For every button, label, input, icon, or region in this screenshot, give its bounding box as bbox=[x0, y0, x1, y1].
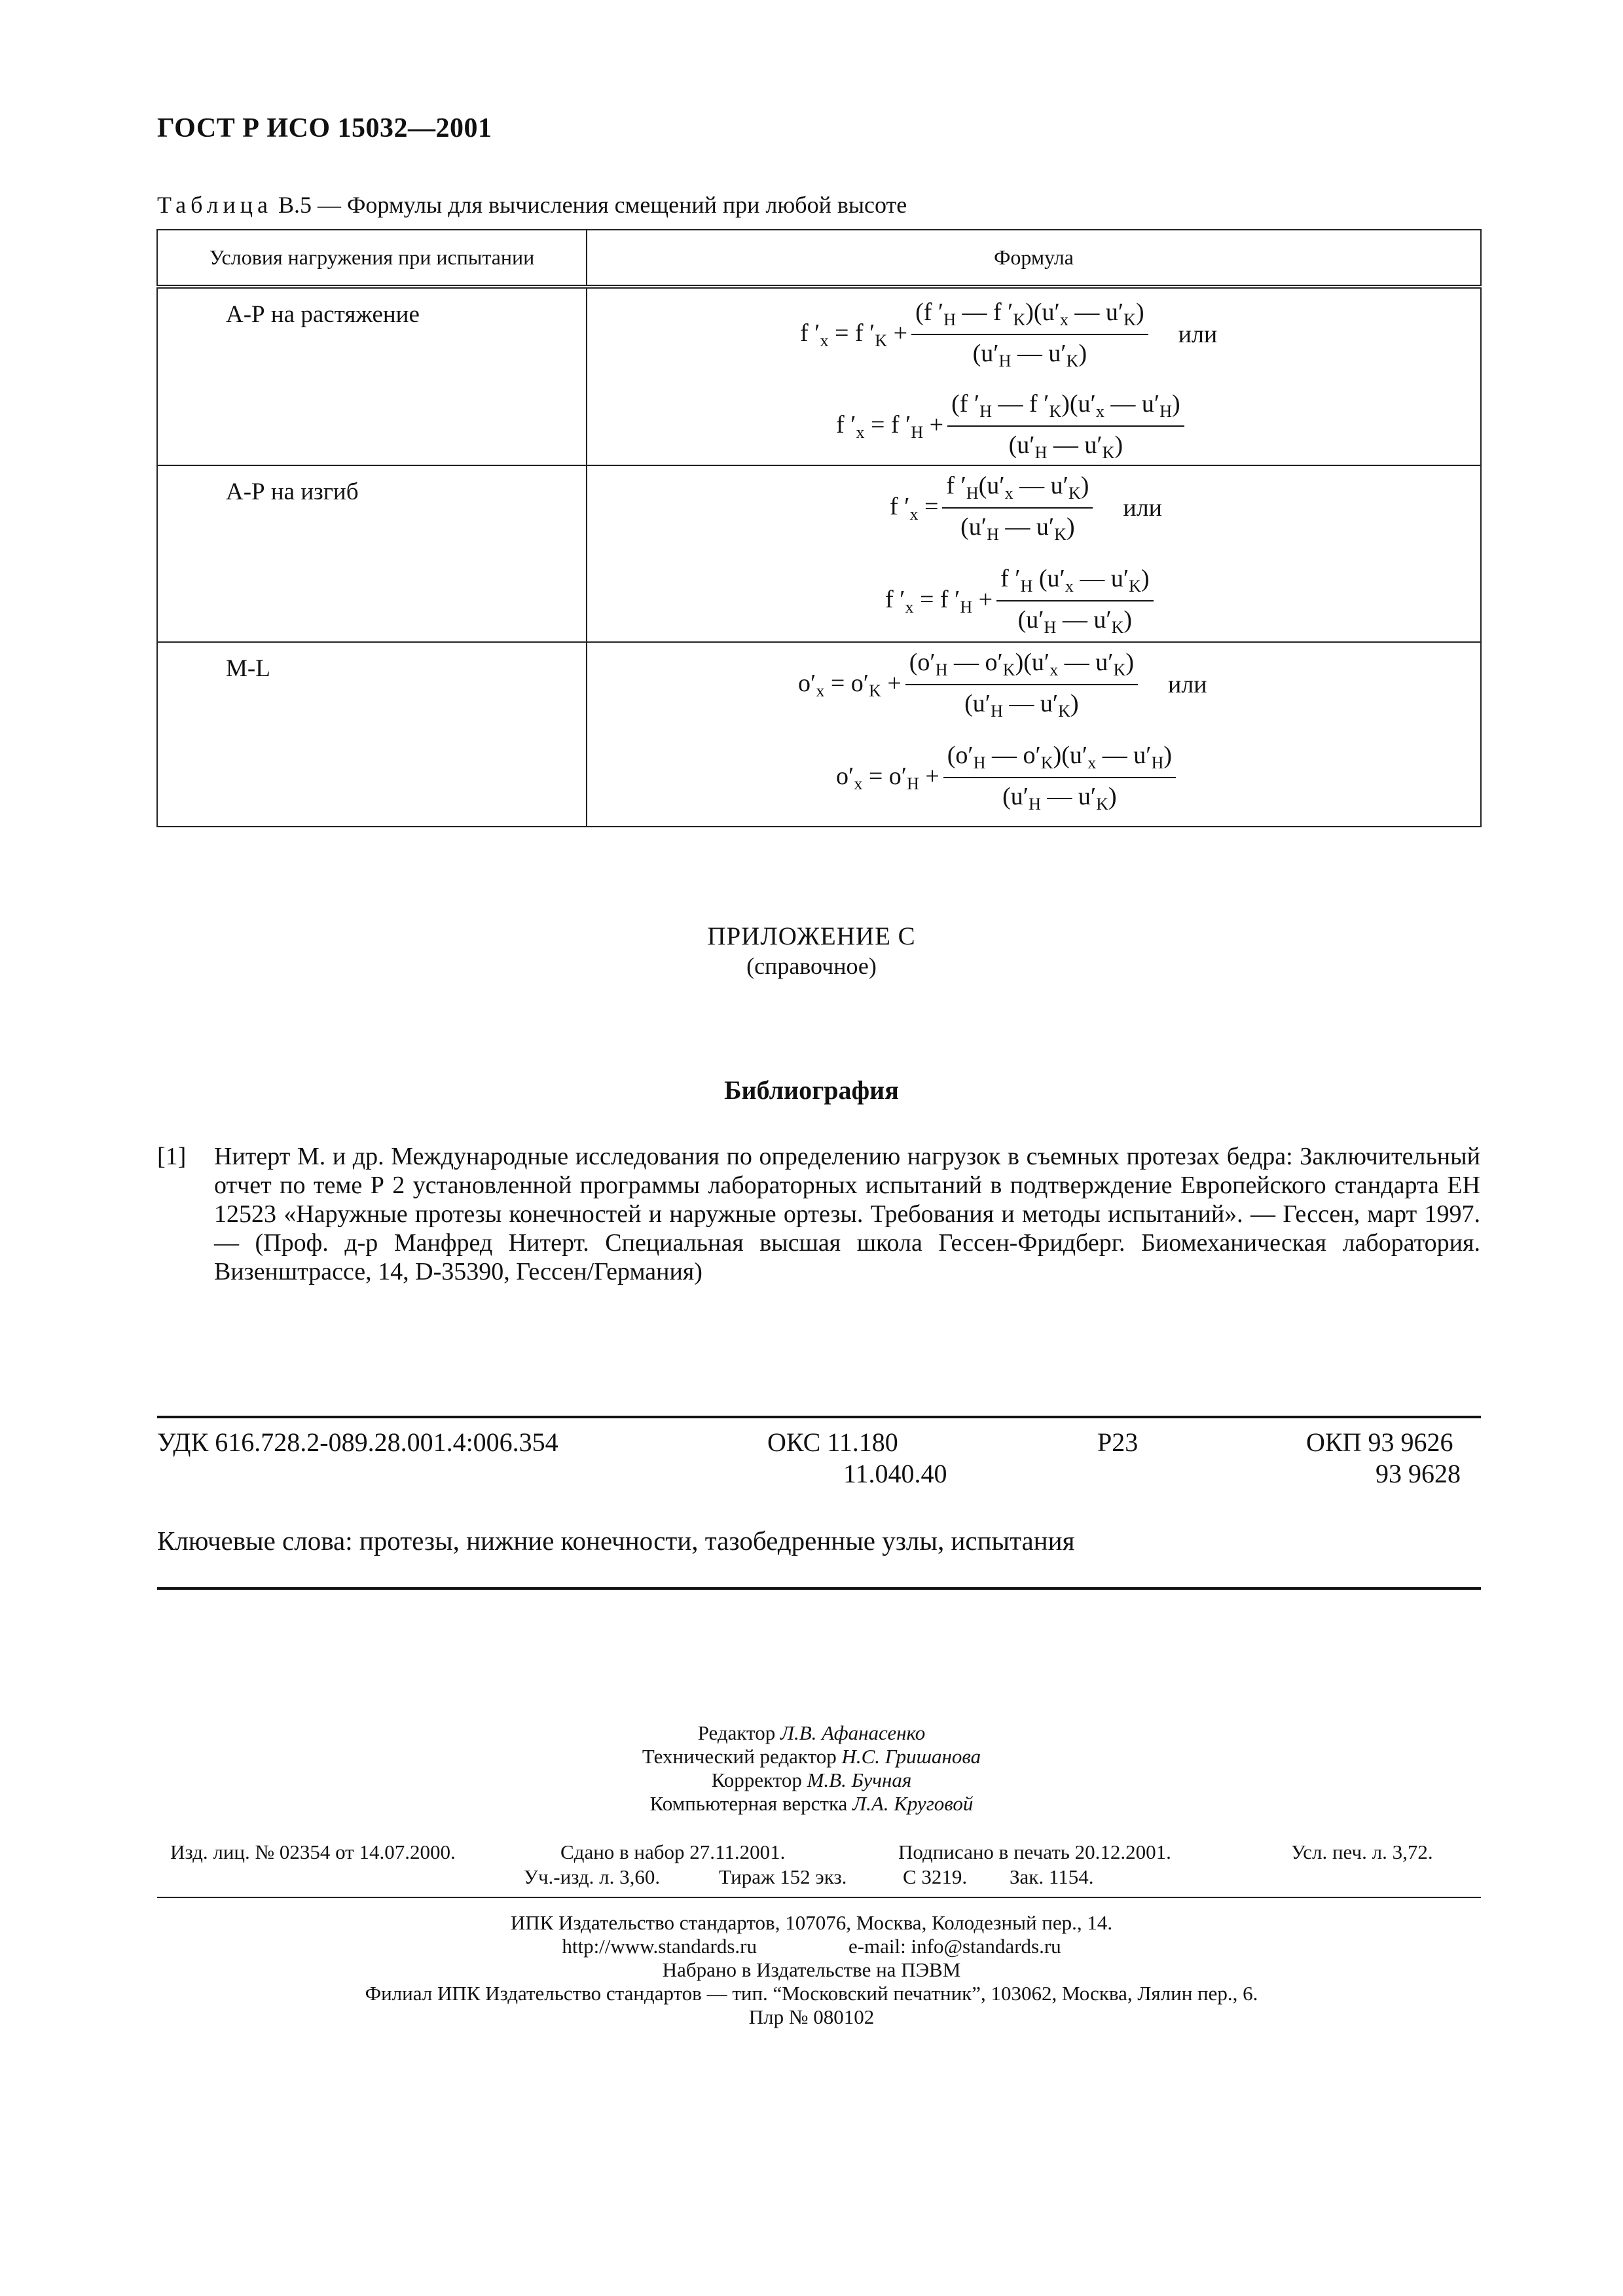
formula-lhs: f $'_x = f$ $'_H$ + bbox=[836, 410, 944, 442]
publishing-license: Изд. лиц. № 02354 от 14.07.2000. bbox=[170, 1840, 456, 1863]
publishing-set-date: Сдано в набор 27.11.2001. bbox=[560, 1840, 786, 1863]
formula-lhs: f $'_x$ = bbox=[890, 492, 939, 524]
formula-fraction: $\frac{(f '_H — f '_K)(u'_x — u'_H)}{(u'_H — u'_K)}$ bbox=[947, 389, 1184, 463]
formula bbox=[798, 648, 1207, 721]
divider bbox=[157, 1587, 1481, 1590]
formula bbox=[885, 564, 1158, 637]
formula-cell bbox=[587, 642, 1481, 827]
imprint-web bbox=[516, 1935, 1106, 1958]
divider bbox=[157, 1416, 1481, 1418]
table-caption bbox=[157, 191, 907, 219]
credit-editor: Редактор Л.В. Афанасенко bbox=[697, 1721, 926, 1744]
formula-suffix: или bbox=[1168, 671, 1207, 698]
email-link[interactable]: e-mail: info@standards.ru bbox=[848, 1935, 1061, 1958]
credit-layout: Компьютерная верстка Л.А. Круговой bbox=[649, 1792, 974, 1815]
table-header-conditions: Условия нагружения при испытании bbox=[157, 230, 587, 287]
bibliography-entry-text: Нитерт М. и др. Международные исследования по определению нагрузок в съемных протезах бедра: Заключительный отчет по теме Р 2 установленной программы лабораторных испытаний в подтверждение Европейского стандарта ЕН 12523 «Наружные протезы конечностей и наружные ортезы. Требования и методы испытаний». — Гессен, март 1997. — (Проф. д-р Манфред Нитерт. Специальная высшая школа Гессен-Фридберг. Биомеханическая лаборатория. Визенштрассе, 14, D-35390, Гессен/Германия) bbox=[214, 1143, 1480, 1285]
document-code: ГОСТ Р ИСО 15032—2001 bbox=[157, 113, 492, 143]
formula-fraction: $\frac{f '_H(u'_x — u'_K)}{(u'_H — u'_K)}$ bbox=[942, 471, 1093, 545]
table-header-formula: Формула bbox=[587, 230, 1481, 287]
table-caption-prefix: Таблица bbox=[157, 192, 272, 218]
imprint bbox=[0, 1911, 1623, 2029]
publishing-pub-sheets: Уч.-изд. л. 3,60. bbox=[524, 1865, 661, 1888]
formula bbox=[836, 741, 1180, 814]
formula bbox=[890, 471, 1162, 545]
formula-suffix: или bbox=[1123, 494, 1163, 522]
group-code: Р23 bbox=[1097, 1427, 1139, 1457]
table-row-condition: M-L bbox=[157, 642, 587, 827]
website-link[interactable]: http://www.standards.ru bbox=[562, 1935, 757, 1958]
appendix-title: ПРИЛОЖЕНИЕ С bbox=[707, 922, 916, 950]
publishing-order: Зак. 1154. bbox=[1010, 1865, 1094, 1888]
keywords: Ключевые слова: протезы, нижние конечности, тазобедренные узлы, испытания bbox=[157, 1526, 1075, 1556]
formula-fraction: $\frac{(f '_H — f '_K)(u'_x — u'_K)}{(u'_H — u'_K)}$ bbox=[911, 298, 1148, 371]
table-row-condition: А-Р на изгиб bbox=[157, 465, 587, 642]
imprint-publisher: ИПК Издательство стандартов, 107076, Москва, Колодезный пер., 14. bbox=[510, 1911, 1113, 1934]
oks-code-secondary: 11.040.40 bbox=[843, 1459, 947, 1488]
table-row-condition: А-Р на растяжение bbox=[157, 287, 587, 465]
credit-tech-editor: Технический редактор Н.С. Гришанова bbox=[642, 1745, 981, 1768]
formula-cell bbox=[587, 465, 1481, 642]
imprint-typeset: Набрано в Издательстве на ПЭВМ bbox=[662, 1958, 961, 1981]
publishing-print-run: Тираж 152 экз. bbox=[719, 1865, 847, 1888]
imprint-plr: Плр № 080102 bbox=[748, 2005, 875, 2028]
credits bbox=[0, 1721, 1623, 1816]
okp-code-secondary: 93 9628 bbox=[1376, 1459, 1461, 1488]
publishing-print-sheets: Усл. печ. л. 3,72. bbox=[1291, 1840, 1433, 1863]
formula-lhs: f $'_x = f$ $'_K$ + bbox=[800, 319, 908, 350]
okp-code: ОКП 93 9626 bbox=[1306, 1427, 1453, 1457]
formula-cell bbox=[587, 287, 1481, 465]
formula bbox=[800, 298, 1217, 371]
udk-code: УДК 616.728.2-089.28.001.4:006.354 bbox=[157, 1427, 558, 1457]
imprint-branch: Филиал ИПК Издательство стандартов — тип. “Московский печатник”, 103062, Москва, Лялин пер., 6. bbox=[365, 1982, 1258, 2005]
formula-lhs: f $'_x = f$ $'_H$ + bbox=[885, 585, 993, 617]
publishing-c-number: С 3219. bbox=[903, 1865, 968, 1888]
oks-code: ОКС 11.180 bbox=[767, 1427, 898, 1457]
formula bbox=[836, 389, 1188, 463]
formulas-table bbox=[156, 229, 1482, 827]
formula-lhs: $o'_x = o'_K$ + bbox=[798, 669, 902, 700]
formula-fraction: $\frac{(o'_H — o'_K)(u'_x — u'_K)}{(u'_H — u'_K)}$ bbox=[905, 648, 1138, 721]
bibliography-title: Библиография bbox=[724, 1075, 899, 1105]
formula-suffix: или bbox=[1178, 321, 1218, 348]
formula-fraction: $\frac{(o'_H — o'_K)(u'_x — u'_H)}{(u'_H — u'_K)}$ bbox=[943, 741, 1176, 814]
publishing-print-date: Подписано в печать 20.12.2001. bbox=[898, 1840, 1171, 1863]
credit-corrector: Корректор М.В. Бучная bbox=[711, 1768, 912, 1791]
appendix-subtitle: (справочное) bbox=[746, 953, 877, 979]
formula-lhs: $o'_x = o'_H$ + bbox=[836, 762, 939, 793]
table-caption-text: В.5 — Формулы для вычисления смещений при любой высоте bbox=[272, 192, 907, 218]
divider bbox=[157, 1897, 1481, 1898]
bibliography-entry-number: [1] bbox=[157, 1143, 187, 1170]
formula-fraction: $\frac{f '_H (u'_x — u'_K)}{(u'_H — u'_K)}$ bbox=[996, 564, 1153, 637]
